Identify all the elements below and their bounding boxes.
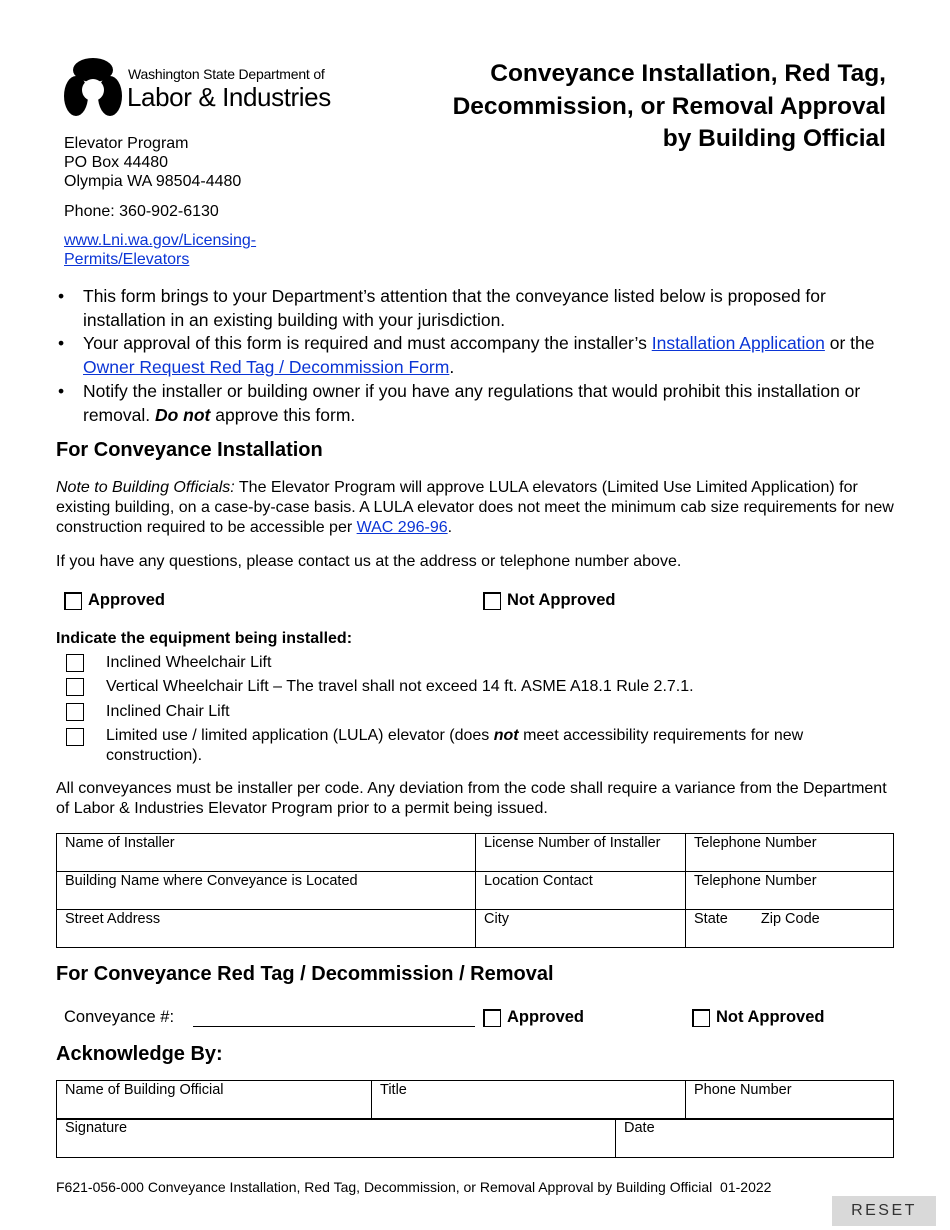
questions-text: If you have any questions, please contact us at the address or telephone number above.	[56, 553, 682, 570]
red-tag-not-approved-checkbox[interactable]	[692, 1009, 710, 1027]
building-name-field[interactable]: Building Name where Conveyance is Located	[57, 872, 476, 910]
location-phone-field[interactable]: Telephone Number	[686, 872, 894, 910]
reset-button[interactable]: RESET	[832, 1196, 936, 1226]
street-address-field[interactable]: Street Address	[57, 910, 476, 948]
installation-application-link[interactable]: Installation Application	[651, 333, 825, 354]
red-tag-not-approved-option[interactable]	[692, 1008, 824, 1027]
installation-approved-checkbox[interactable]	[64, 592, 82, 610]
lula-elevator-label: Limited use / limited application (LULA) elevator (does not meet accessibility requirements for new construction).	[106, 727, 804, 764]
installer-name-field[interactable]: Name of Installer	[57, 834, 476, 872]
address-block	[64, 134, 241, 191]
title-line1: Conveyance Installation, Red Tag,	[490, 60, 886, 87]
conveyance-number-label: Conveyance #:	[64, 1008, 175, 1026]
inclined-chair-lift-label: Inclined Chair Lift	[106, 703, 230, 720]
official-name-field[interactable]: Name of Building Official	[57, 1081, 372, 1120]
equipment-heading: Indicate the equipment being installed:	[56, 630, 353, 647]
installation-approved-label: Approved	[88, 591, 166, 609]
agency-logo	[62, 54, 332, 120]
wac-link[interactable]: WAC 296-96	[356, 519, 448, 536]
city-state-zip: Olympia WA 98504-4480	[64, 173, 242, 190]
building-official-note: Note to Building Officials: The Elevator Program will approve LULA elevators (Limited Use Limited Application) for existing building, on a case-by-case basis. A LULA elevator does not meet the minimum cab size requirements for new construction required to be accessible per WAC 296-96.	[56, 479, 894, 536]
owner-request-form-link[interactable]: Owner Request Red Tag / Decommission Form	[83, 357, 450, 378]
date-field[interactable]: Date	[616, 1119, 894, 1158]
acknowledge-heading: Acknowledge By:	[56, 1043, 223, 1065]
installation-not-approved-checkbox[interactable]	[483, 592, 501, 610]
acknowledge-table-row1	[56, 1080, 894, 1120]
city-field[interactable]: City	[476, 910, 686, 948]
location-contact-field[interactable]: Location Contact	[476, 872, 686, 910]
bullet-3: • Notify the installer or building owner if you have any regulations that would prohibit this installation or removal. Do not approve this form.	[56, 380, 906, 427]
phone-number: Phone: 360-902-6130	[64, 203, 219, 220]
website-link[interactable]	[64, 231, 256, 269]
title-line3: by Building Official	[662, 125, 886, 152]
title-line2: Decommission, or Removal Approval	[452, 92, 886, 120]
agency-name-line2: Labor & Industries	[127, 82, 331, 112]
program-name: Elevator Program	[64, 135, 189, 152]
bullet-2: • Your approval of this form is required and must accompany the installer’s Installation Application or the Owner Request Red Tag / Decommission Form.	[56, 332, 906, 379]
official-title-field[interactable]: Title	[372, 1081, 686, 1120]
red-tag-not-approved-label: Not Approved	[716, 1008, 825, 1026]
red-tag-approved-checkbox[interactable]	[483, 1009, 501, 1027]
acknowledge-table-row2	[56, 1118, 894, 1158]
state-zip-field[interactable]: State Zip Code	[686, 910, 894, 948]
bullet-1: • This form brings to your Department’s attention that the conveyance listed below is proposed for installation in an existing building with your jurisdiction.	[56, 285, 906, 332]
website-link-line2[interactable]: Permits/Elevators	[64, 251, 190, 268]
vertical-wheelchair-lift-label: Vertical Wheelchair Lift – The travel shall not exceed 14 ft. ASME A18.1 Rule 2.7.1.	[106, 678, 694, 695]
po-box: PO Box 44480	[64, 154, 169, 171]
inclined-chair-lift-checkbox[interactable]	[66, 703, 84, 721]
signature-field[interactable]: Signature	[57, 1119, 616, 1158]
form-title	[366, 58, 886, 156]
installation-not-approved-option[interactable]	[483, 591, 615, 610]
conveyance-number-input[interactable]	[193, 1006, 475, 1027]
website-link-line1[interactable]: www.Lni.wa.gov/Licensing-	[64, 232, 257, 249]
red-tag-approved-label: Approved	[507, 1008, 585, 1026]
installer-license-field[interactable]: License Number of Installer	[476, 834, 686, 872]
lula-elevator-checkbox[interactable]	[66, 728, 84, 746]
official-phone-field[interactable]: Phone Number	[686, 1081, 894, 1120]
lni-logo-icon	[62, 56, 124, 118]
code-notice: All conveyances must be installer per code. Any deviation from the code shall require a variance from the Department of Labor & Industries Elevator Program prior to a permit being issued.	[56, 780, 887, 817]
vertical-wheelchair-lift-checkbox[interactable]	[66, 678, 84, 696]
installer-info-table	[56, 833, 894, 948]
installer-phone-field[interactable]: Telephone Number	[686, 834, 894, 872]
installation-approved-option[interactable]	[64, 591, 165, 610]
red-tag-approved-option[interactable]	[483, 1008, 584, 1027]
inclined-wheelchair-lift-label: Inclined Wheelchair Lift	[106, 654, 272, 671]
agency-name-line1: Washington State Department of	[128, 66, 325, 82]
intro-bullets	[56, 285, 906, 427]
installation-heading: For Conveyance Installation	[56, 439, 323, 461]
installation-not-approved-label: Not Approved	[507, 591, 616, 609]
form-number-footer: F621-056-000 Conveyance Installation, Red Tag, Decommission, or Removal Approval by Building Official 01-2022	[56, 1179, 772, 1195]
red-tag-heading: For Conveyance Red Tag / Decommission / Removal	[56, 963, 554, 985]
inclined-wheelchair-lift-checkbox[interactable]	[66, 654, 84, 672]
